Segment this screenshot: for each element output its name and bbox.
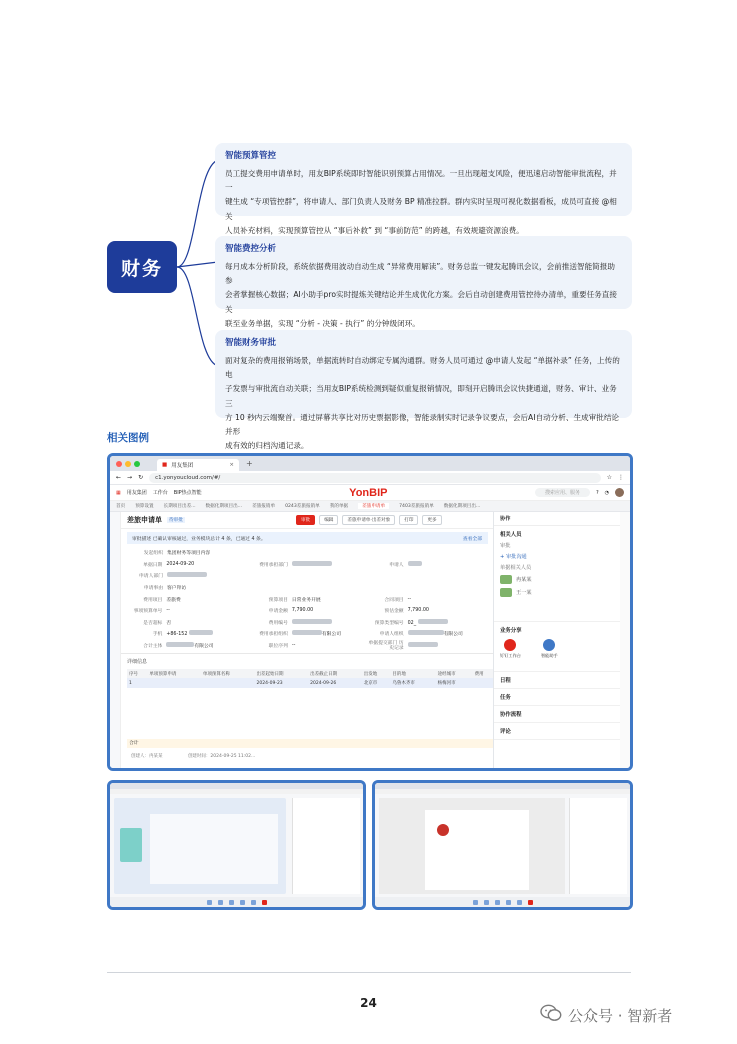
help-icon[interactable]: ? xyxy=(595,489,599,496)
page-tab-active[interactable]: 差旅申请单 xyxy=(358,503,389,509)
maximize-dot-icon[interactable] xyxy=(134,461,140,467)
form-row xyxy=(131,617,484,629)
card-line: 联至业务单据，实现 “分析 - 决策 - 执行” 的分钟级闭环。 xyxy=(225,318,420,328)
form-row xyxy=(131,570,484,582)
table-header: 目的地 xyxy=(390,669,435,678)
business-share-section xyxy=(494,622,620,672)
site-icon: ■ xyxy=(162,462,168,468)
assistant-icon xyxy=(543,639,555,651)
field-value: 7,790.00 xyxy=(291,608,314,614)
page-tab[interactable]: 长期项目出差... xyxy=(163,504,196,509)
card-line: 每月成本分析阶段，系统依据费用波动自动生成 “异常费用解读”。财务总监一键发起腾讯会议，会前推送智能简报助参 xyxy=(225,262,615,286)
card-body xyxy=(225,167,622,238)
field-label: 事项预算单号 xyxy=(133,609,163,615)
print-button[interactable]: 打印 xyxy=(399,515,418,525)
page-tab[interactable]: 首页 xyxy=(116,504,126,509)
redacted-value xyxy=(408,630,444,635)
table-cell xyxy=(147,678,201,688)
screenshot-meeting-1 xyxy=(107,780,366,910)
form-row xyxy=(131,593,484,605)
section-heading[interactable]: 业务分享 xyxy=(500,628,522,634)
form-grid xyxy=(121,547,494,651)
table-header: 单项预算名称 xyxy=(201,669,255,678)
card-line: 方 10 秒内云端聚首。通过屏幕共享比对历史票据影像，智能录制实时记录争议要点，会后AI自动分析、生成审批结论并形 xyxy=(225,412,620,437)
table-header-row xyxy=(127,669,493,678)
avatar xyxy=(500,588,512,597)
field-value: -- xyxy=(291,643,296,649)
card-line: 成有效的归档沟通记录。 xyxy=(225,441,309,451)
person-item[interactable] xyxy=(500,588,614,597)
detail-section-title: 详细信息 xyxy=(121,653,494,669)
app-link[interactable]: 用友集团 xyxy=(126,490,147,496)
table-cell xyxy=(201,678,255,688)
card-budget-control xyxy=(215,143,632,235)
table-cell: 2024-09-26 xyxy=(308,678,362,688)
view-all-link[interactable]: 查看全部 xyxy=(462,536,482,542)
browser-tab[interactable] xyxy=(157,459,239,471)
menu-kebab-icon[interactable]: ⋮ xyxy=(618,474,624,481)
form-row xyxy=(131,628,484,640)
field-value: 有限公司 xyxy=(321,632,342,638)
close-tab-icon[interactable]: × xyxy=(229,462,234,468)
workflow-section[interactable] xyxy=(494,706,620,723)
page-tabs xyxy=(110,501,630,512)
table-cell: 乌鲁木齐市 xyxy=(390,678,435,688)
trip-object-button[interactable]: 差旅申请单·出差对象 xyxy=(342,515,395,525)
total-row: 合计 xyxy=(127,739,494,748)
card-line: 键生成 “专项管控群”，将申请人、部门负责人及财务 BP 精准拉群。群内实时呈现可视化数据看板，成员可直接 @相关 xyxy=(225,197,617,221)
table-cell xyxy=(473,678,493,688)
card-line: 人员补充材料，实现预算管控从 “事后补救” 到 “事前防范” 的跨越，有效规避资源浪费。 xyxy=(225,225,524,235)
field-label: 费用承担部门 xyxy=(259,562,288,568)
url-text: c1.yonyoucloud.com/#/ xyxy=(155,474,221,481)
form-row xyxy=(131,547,484,559)
field-label: 是否超标 xyxy=(143,620,163,626)
share-item[interactable] xyxy=(541,639,558,659)
meeting-toolbar xyxy=(110,897,363,907)
field-label: 费用编号 xyxy=(268,620,288,626)
tab-label: 用友集团 xyxy=(171,463,194,469)
redacted-value xyxy=(167,572,207,577)
table-header: 出发地 xyxy=(362,669,391,678)
approval-notice xyxy=(127,532,488,544)
field-label: 合计主体 xyxy=(143,644,163,650)
meeting-share-view xyxy=(375,794,630,897)
page-tab[interactable]: 预算设置 xyxy=(135,504,154,509)
field-value: 02_ xyxy=(407,620,417,626)
task-section[interactable] xyxy=(494,689,620,706)
redacted-value xyxy=(292,630,322,635)
field-value: 差旅费 xyxy=(166,597,181,603)
field-label: 职位序列 xyxy=(268,644,288,650)
share-app-icon xyxy=(504,639,516,651)
page-number: 24 xyxy=(360,996,377,1010)
wechat-watermark xyxy=(540,1004,672,1026)
share-label: 钉钉工作台 xyxy=(500,653,521,658)
field-value: 2024-09-20 xyxy=(166,561,195,567)
notice-text: 审批描述 已确认审核通过，业务模块总计 4 条，已通过 4 条。 xyxy=(132,536,266,542)
doc-title: 差旅申请单 xyxy=(127,516,162,524)
field-label: 申请人 xyxy=(389,562,404,568)
meeting-share-view xyxy=(110,794,363,897)
avatar[interactable] xyxy=(615,488,624,497)
field-value: -- xyxy=(166,608,170,614)
watermark-text: 公众号 · 智新者 xyxy=(568,1006,673,1025)
page-tab[interactable]: 数据化期项目出... xyxy=(205,504,243,509)
doc-footer-info xyxy=(131,753,255,759)
card-body xyxy=(225,260,622,331)
status-badge: 待审批 xyxy=(169,518,183,523)
field-label: 申请事由 xyxy=(143,586,163,592)
browser-tabbar xyxy=(110,456,630,471)
back-icon[interactable]: ← xyxy=(116,474,122,481)
share-item[interactable] xyxy=(500,639,521,659)
card-line: 会者掌握核心数据；AI小助手pro实时提炼关键结论并生成优化方案。会后自动创建费用管控待办清单，重要任务直接关 xyxy=(225,290,617,314)
footer-divider xyxy=(107,972,631,973)
field-label: 预算类型编号 xyxy=(374,620,404,626)
app-grid-icon[interactable]: ▦ xyxy=(116,489,121,496)
field-label: 费用承担组织 xyxy=(259,632,288,638)
section-heading: 评论 xyxy=(500,729,511,735)
section-title: 相关图例 xyxy=(107,432,149,444)
form-row xyxy=(131,559,484,571)
collab-title: 协作 xyxy=(494,512,620,526)
wechat-icon xyxy=(540,1004,562,1026)
field-label: 发起组织 xyxy=(143,551,163,557)
forward-icon[interactable]: → xyxy=(127,474,133,481)
section-heading: 日程 xyxy=(500,678,511,684)
field-label: 申请金额 xyxy=(268,609,288,615)
field-value: 否 xyxy=(166,620,172,626)
field-label: 预算项目 xyxy=(268,597,288,603)
field-label: 申请人组织 xyxy=(379,632,404,638)
field-label: 手机 xyxy=(152,632,163,638)
page-tab[interactable]: 我的单据 xyxy=(329,504,349,509)
created-time: 创建时间：2024-09-25 11:02... xyxy=(187,754,256,759)
table-row[interactable] xyxy=(127,678,493,688)
redacted-value xyxy=(408,642,438,647)
browser-urlbar xyxy=(110,471,630,485)
table-header: 出差截止日期 xyxy=(308,669,362,678)
minimize-dot-icon[interactable] xyxy=(125,461,131,467)
card-line: 面对复杂的费用报销场景，单据流转时自动绑定专属沟通群。财务人员可通过 @申请人发起 “单据补录” 任务，上传的电 xyxy=(225,356,620,380)
field-value: -- xyxy=(407,596,412,602)
meeting-toolbar xyxy=(375,897,630,907)
page-tab[interactable]: 0243差旅报销单 xyxy=(285,504,320,509)
schedule-section[interactable] xyxy=(494,672,620,689)
field-label: 申请人部门 xyxy=(139,574,163,580)
field-value: 有限公司 xyxy=(194,644,214,650)
person-name: 冉某某 xyxy=(516,577,532,583)
redacted-value xyxy=(418,619,448,624)
document-header xyxy=(121,512,494,529)
page-tab[interactable]: 7403差旅报销单 xyxy=(399,504,434,509)
bell-icon[interactable]: ◔ xyxy=(604,489,609,496)
redacted-value xyxy=(408,561,422,566)
table-cell: 2024-09-23 xyxy=(255,678,309,688)
card-expense-analysis xyxy=(215,236,632,328)
screenshot-main xyxy=(107,453,633,771)
table-cell: 杨梅河市 xyxy=(436,678,473,688)
approve-button[interactable]: 审批 xyxy=(296,515,315,525)
related-people-section xyxy=(494,526,620,622)
field-value: 7,790.00 xyxy=(407,608,429,614)
form-row xyxy=(131,605,484,617)
field-label: 单据提交部门 历史记录 xyxy=(368,640,404,651)
avatar xyxy=(500,575,512,584)
share-label: 智能助手 xyxy=(540,653,558,658)
section-heading: 协作流程 xyxy=(500,712,522,718)
star-icon[interactable]: ☆ xyxy=(606,474,612,481)
yonbip-logo: YonBIP xyxy=(349,486,388,499)
redacted-value xyxy=(166,642,194,647)
table-cell: 1 xyxy=(127,678,147,688)
address-field[interactable] xyxy=(149,473,601,483)
card-finance-approval xyxy=(215,330,632,451)
close-dot-icon[interactable] xyxy=(116,461,122,467)
left-icon-rail xyxy=(110,512,121,768)
page-tab[interactable]: 差旅报销单 xyxy=(252,504,276,509)
card-line: 子发票与审批流自动关联；当用友BIP系统检测到疑似重复报销情况，即刻开启腾讯会议快捷通道，财务、审计、业务三 xyxy=(225,384,617,408)
add-approver-link[interactable]: + 审批沟通 xyxy=(500,554,527,560)
approver-label: 审批 xyxy=(500,543,511,549)
comment-section[interactable] xyxy=(494,723,620,740)
field-value: +86-152 xyxy=(166,632,188,638)
table-cell: 北京市 xyxy=(362,678,391,688)
table-header: 费用 xyxy=(473,669,493,678)
card-title: 智能预算管控 xyxy=(225,151,277,161)
itinerary-table xyxy=(127,669,493,688)
cc-label: 单据相关人员 xyxy=(500,565,532,571)
edit-button[interactable]: 编辑 xyxy=(319,515,338,525)
card-title: 智能费控分析 xyxy=(225,244,277,254)
card-body xyxy=(225,354,622,453)
field-label: 费用项目 xyxy=(143,597,163,603)
field-value: 日常业务开展 xyxy=(291,597,321,603)
form-row xyxy=(131,582,484,594)
reload-icon[interactable]: ↻ xyxy=(138,474,144,481)
page-tab[interactable]: 数据化期项目出... xyxy=(443,504,481,509)
section-heading: 任务 xyxy=(500,695,511,701)
field-label: 预估金额 xyxy=(384,609,404,615)
field-value: 集团财务等项目内容 xyxy=(167,551,211,557)
form-row xyxy=(131,640,484,652)
document-area xyxy=(121,512,494,768)
table-header: 单项预算申请 xyxy=(147,669,201,678)
card-line: 员工提交费用申请单时，用友BIP系统即时智能识别预算占用情况。一旦出现超支风险，便迅速启动智能审批流程，并一 xyxy=(225,169,617,193)
app-link[interactable]: BIP热点智能 xyxy=(173,490,202,496)
person-name: 王一某 xyxy=(516,590,532,596)
app-header xyxy=(110,485,630,501)
table-header: 序号 xyxy=(127,669,147,678)
search-input[interactable]: 搜索应用、服务 xyxy=(535,488,590,497)
section-heading[interactable]: 相关人员 xyxy=(500,532,522,538)
field-label: 合同项目 xyxy=(384,597,404,603)
field-label: 单据日期 xyxy=(143,562,163,568)
finance-hub-node: 财务 xyxy=(107,241,177,293)
redacted-value xyxy=(292,619,332,624)
card-title: 智能财务审批 xyxy=(225,338,277,348)
table-header: 途经城市 xyxy=(436,669,473,678)
new-tab-icon[interactable]: + xyxy=(246,459,253,468)
redacted-value xyxy=(189,630,213,635)
table-header: 出差起始日期 xyxy=(255,669,309,678)
more-button[interactable]: 更多 xyxy=(422,515,441,525)
creator-label: 创建人：冉某某 xyxy=(131,754,163,759)
field-value: 有限公司 xyxy=(443,632,463,638)
collaboration-panel xyxy=(493,512,620,768)
right-icon-rail xyxy=(620,512,630,768)
person-item[interactable] xyxy=(500,575,614,584)
redacted-value xyxy=(292,561,332,566)
app-link[interactable]: 工作台 xyxy=(152,490,168,496)
field-value: 客户拜访 xyxy=(167,586,187,592)
screenshot-meeting-2 xyxy=(372,780,633,910)
